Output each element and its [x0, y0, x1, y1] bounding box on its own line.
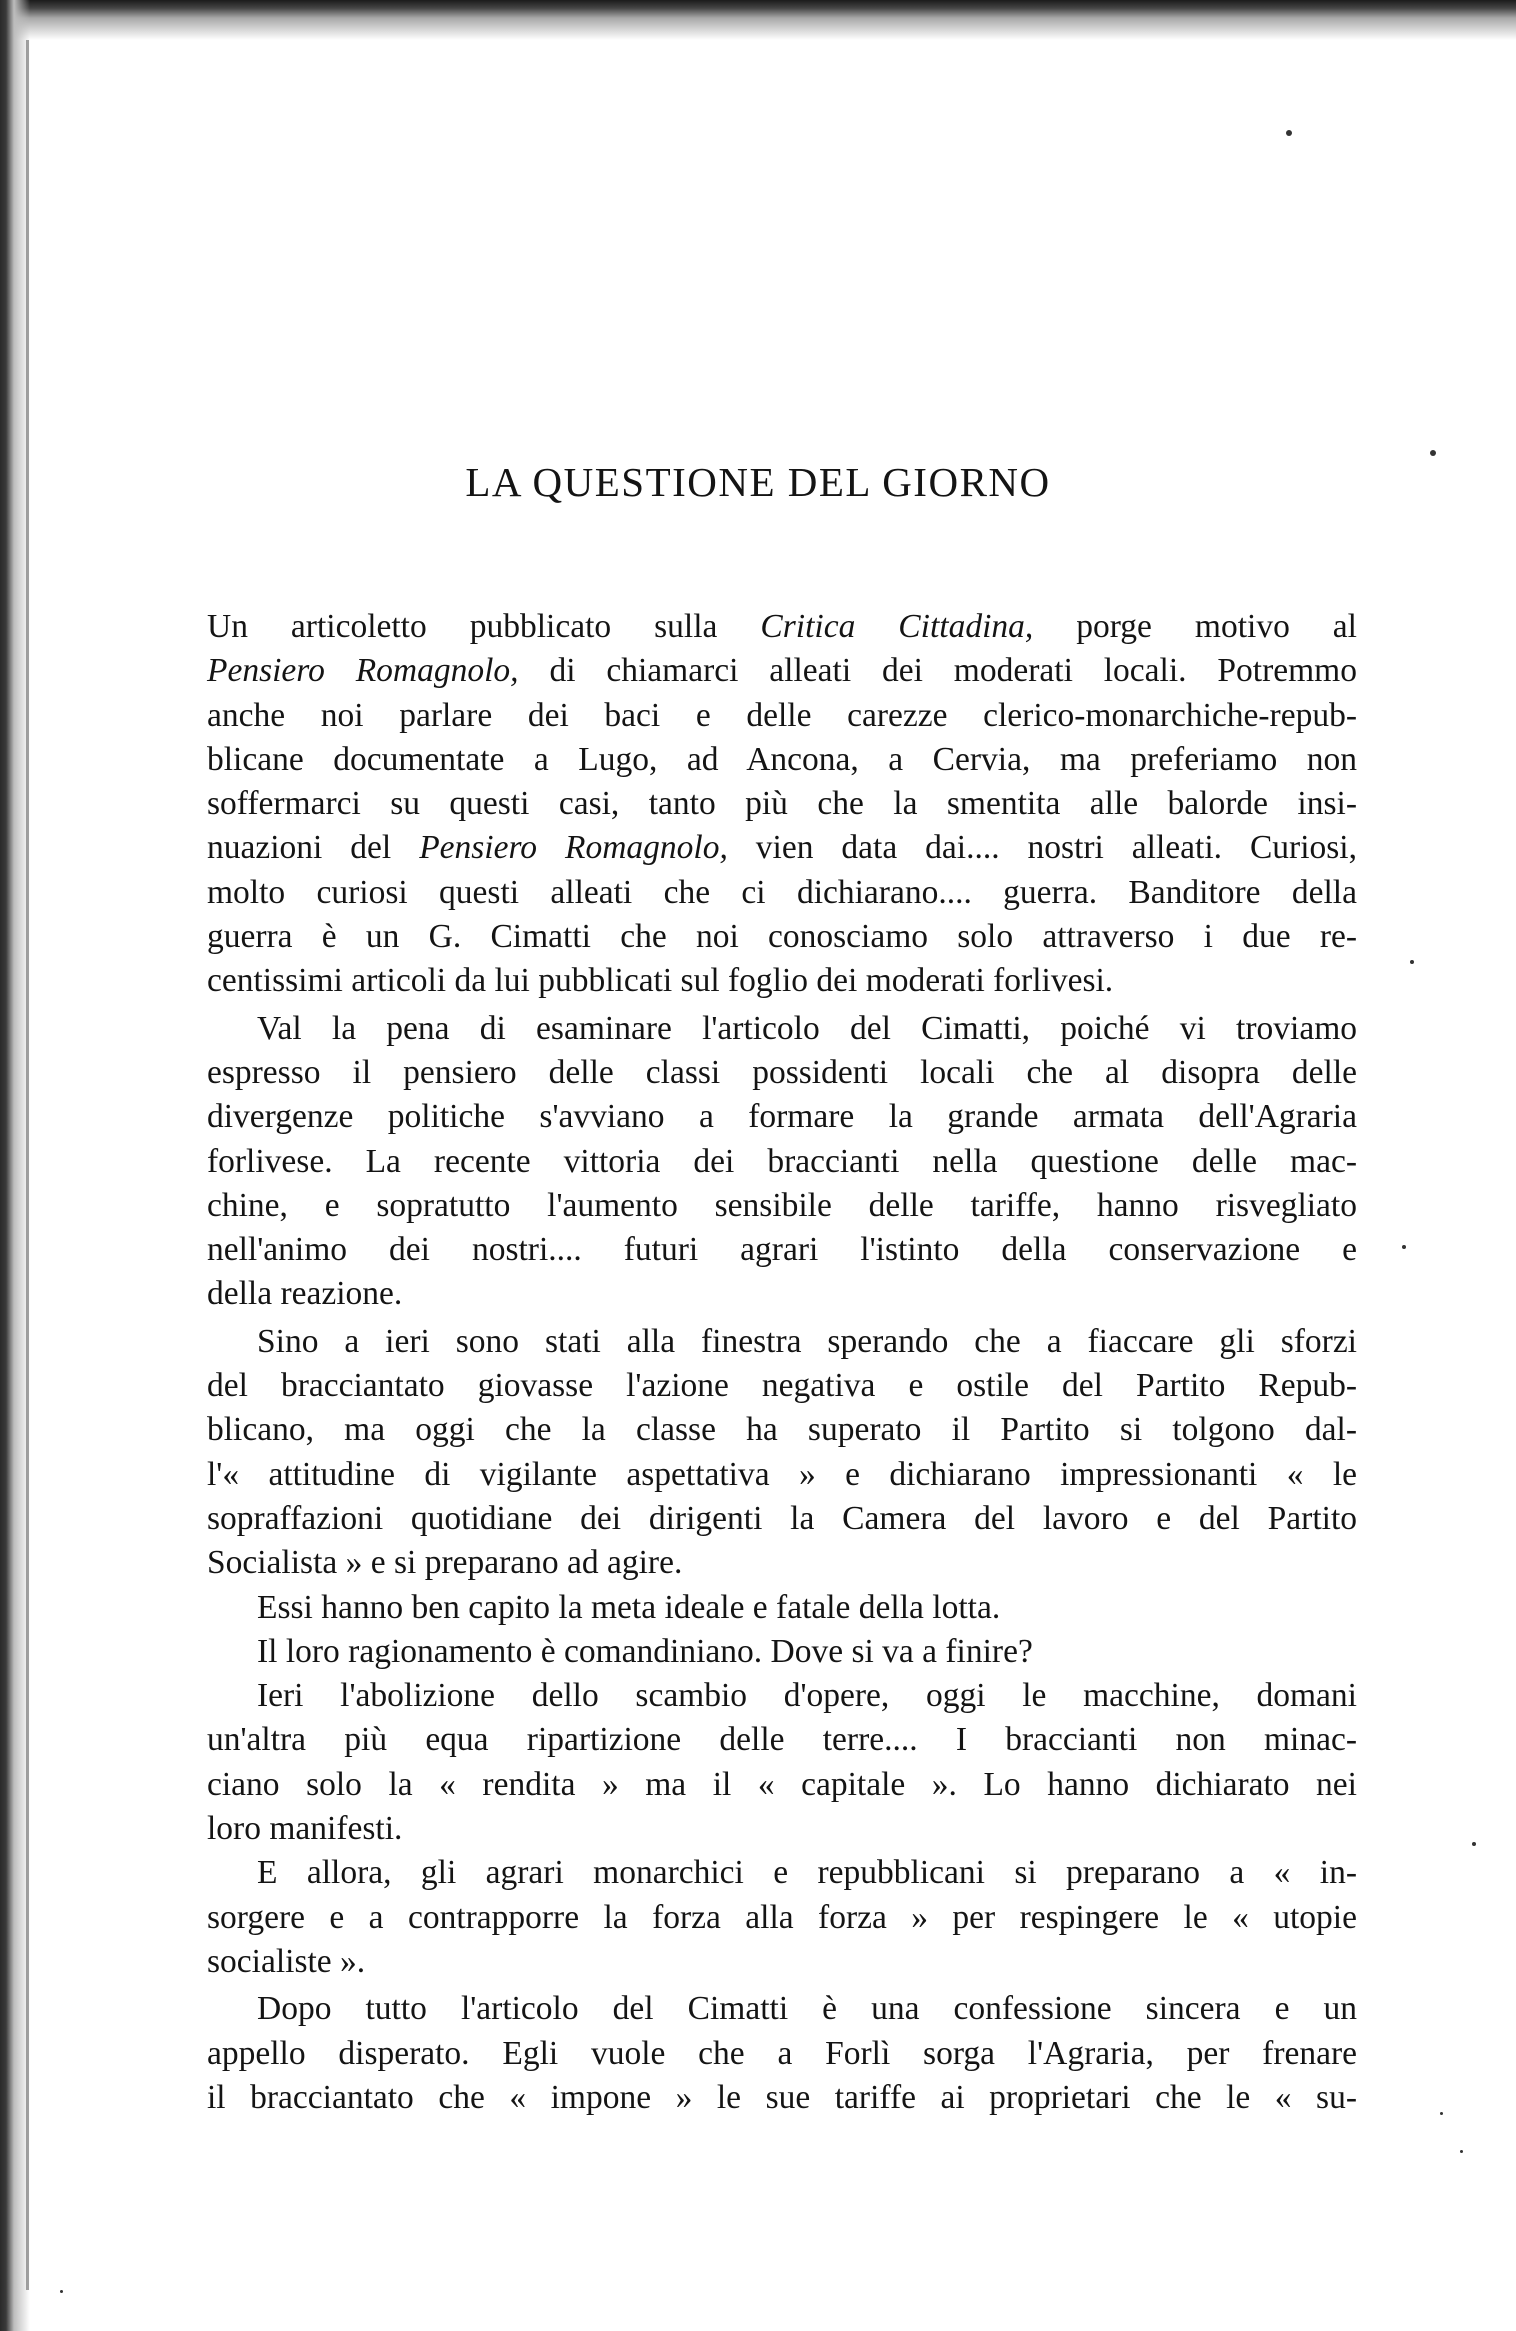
text-segment: porge motivo al [1033, 608, 1357, 645]
speck [60, 2290, 63, 2293]
text-segment: nell'animo dei nostri.... futuri agrari l'istinto della conservazione e [207, 1231, 1357, 1269]
text-segment: sorgere e a contrapporre la forza alla forza » per respingere le « utopie [207, 1898, 1357, 1936]
text-line [207, 1807, 1357, 1851]
text-line [207, 871, 1357, 915]
text-line [207, 1940, 1357, 1984]
text-line [207, 826, 1357, 870]
text-segment: il bracciantato che « impone » le sue tariffe ai proprietari che le « su- [207, 2078, 1357, 2116]
text-segment: divergenze politiche s'avviano a formare la grande armata dell'Agraria [207, 1098, 1357, 1136]
text-line [207, 1320, 1357, 1364]
text-segment: Ieri l'abolizione dello scambio d'opere, oggi le macchine, domani [257, 1677, 1357, 1715]
text-segment: l'« attitudine di vigilante aspettativa » e dichiarano impressionanti « le [207, 1455, 1357, 1493]
text-segment: della reazione. [207, 1275, 403, 1313]
scan-top-edge [0, 0, 1516, 40]
speck [1410, 960, 1414, 964]
text-line [207, 605, 1357, 649]
text-segment: guerra è un G. Cimatti che noi conosciamo solo attraverso i due re- [207, 918, 1357, 956]
text-segment: anche noi parlare dei baci e delle carezze clerico-monarchiche-repub- [207, 696, 1357, 734]
text-segment: blicano, ma oggi che la classe ha superato il Partito si tolgono dal- [207, 1411, 1357, 1449]
text-segment: Essi hanno ben capito la meta ideale e fatale della lotta. [257, 1588, 1001, 1626]
text-segment: sopraffazioni quotidiane dei dirigenti la Camera del lavoro e del Partito [207, 1499, 1357, 1537]
text-segment: blicane documentate a Lugo, ad Ancona, a Cervia, ma preferiamo non [207, 740, 1357, 778]
text-line [207, 738, 1357, 782]
speck [1440, 2112, 1443, 2115]
text-segment: Socialista » e si preparano ad agire. [207, 1544, 683, 1582]
text-line [207, 1718, 1357, 1762]
text-segment: forlivese. La recente vittoria dei braccianti nella questione delle mac- [207, 1142, 1357, 1180]
text-segment: appello disperato. Egli vuole che a Forlì sorga l'Agraria, per frenare [207, 2034, 1357, 2072]
text-line [207, 1987, 1357, 2031]
text-line [207, 1586, 1357, 1630]
text-line [207, 1095, 1357, 1139]
text-line [207, 694, 1357, 738]
text-line [207, 2032, 1357, 2076]
text-segment: loro manifesti. [207, 1810, 403, 1848]
text-line [207, 1497, 1357, 1541]
text-segment: molto curiosi questi alleati che ci dichiarano.... guerra. Banditore della [207, 873, 1357, 911]
text-line [207, 1007, 1357, 1051]
speck [1472, 1842, 1476, 1846]
text-line [207, 1364, 1357, 1408]
text-segment: un'altra più equa ripartizione delle terre.... I braccianti non minac- [207, 1721, 1357, 1759]
text-segment: Il loro ragionamento è comandiniano. Dove si va a finire? [257, 1632, 1033, 1670]
text-segment: soffermarci su questi casi, tanto più che la smentita alle balorde insi- [207, 785, 1357, 823]
text-line [207, 1763, 1357, 1807]
italic-title: Pensiero Romagnolo, [207, 652, 519, 690]
text-segment: Un articoletto pubblicato sulla [207, 608, 761, 645]
text-line [207, 915, 1357, 959]
article-body [207, 605, 1357, 2120]
text-segment: Val la pena di esaminare l'articolo del Cimatti, poiché vi troviamo [257, 1009, 1357, 1047]
italic-title: Pensiero Romagnolo, [419, 829, 728, 867]
text-segment: E allora, gli agrari monarchici e repubblicani si preparano a « in- [257, 1854, 1357, 1892]
text-segment: socialiste ». [207, 1942, 366, 1980]
text-line [207, 649, 1357, 693]
text-line [207, 1228, 1357, 1272]
text-segment: nuazioni del [207, 829, 420, 867]
text-line [207, 959, 1357, 1003]
scan-left-line [26, 40, 29, 2290]
text-line [207, 1896, 1357, 1940]
text-segment: Sino a ieri sono stati alla finestra sperando che a fiaccare gli sforzi [257, 1322, 1357, 1360]
text-line [207, 1453, 1357, 1497]
text-segment: ciano solo la « rendita » ma il « capitale ». Lo hanno dichiarato nei [207, 1765, 1357, 1803]
page-title: LA QUESTIONE DEL GIORNO [465, 459, 1051, 505]
text-segment: centissimi articoli da lui pubblicati sul foglio dei moderati forlivesi. [207, 962, 1114, 1000]
text-segment: Dopo tutto l'articolo del Cimatti è una confessione sincera e un [257, 1990, 1357, 2028]
text-line [207, 1051, 1357, 1095]
speck [1430, 450, 1436, 456]
text-line [207, 2076, 1357, 2120]
speck [1286, 130, 1292, 136]
italic-title: Critica Cittadina, [760, 608, 1034, 645]
speck [1460, 2150, 1463, 2153]
speck [1402, 1245, 1406, 1249]
text-line [207, 1272, 1357, 1316]
text-line [207, 1674, 1357, 1718]
text-line [207, 1408, 1357, 1452]
text-line [207, 1851, 1357, 1895]
text-segment: di chiamarci alleati dei moderati locali. Potremmo [518, 652, 1357, 690]
text-segment: espresso il pensiero delle classi possidenti locali che al disopra delle [207, 1053, 1357, 1091]
text-line [207, 1630, 1357, 1674]
text-segment: vien data dai.... nostri alleati. Curiosi, [727, 829, 1357, 867]
text-line [207, 782, 1357, 826]
text-line [207, 1140, 1357, 1184]
text-segment: del bracciantato giovasse l'azione negativa e ostile del Partito Repub- [207, 1367, 1357, 1405]
text-segment: chine, e sopratutto l'aumento sensibile delle tariffe, hanno risvegliato [207, 1186, 1357, 1224]
text-line [207, 1541, 1357, 1585]
text-line [207, 1184, 1357, 1228]
